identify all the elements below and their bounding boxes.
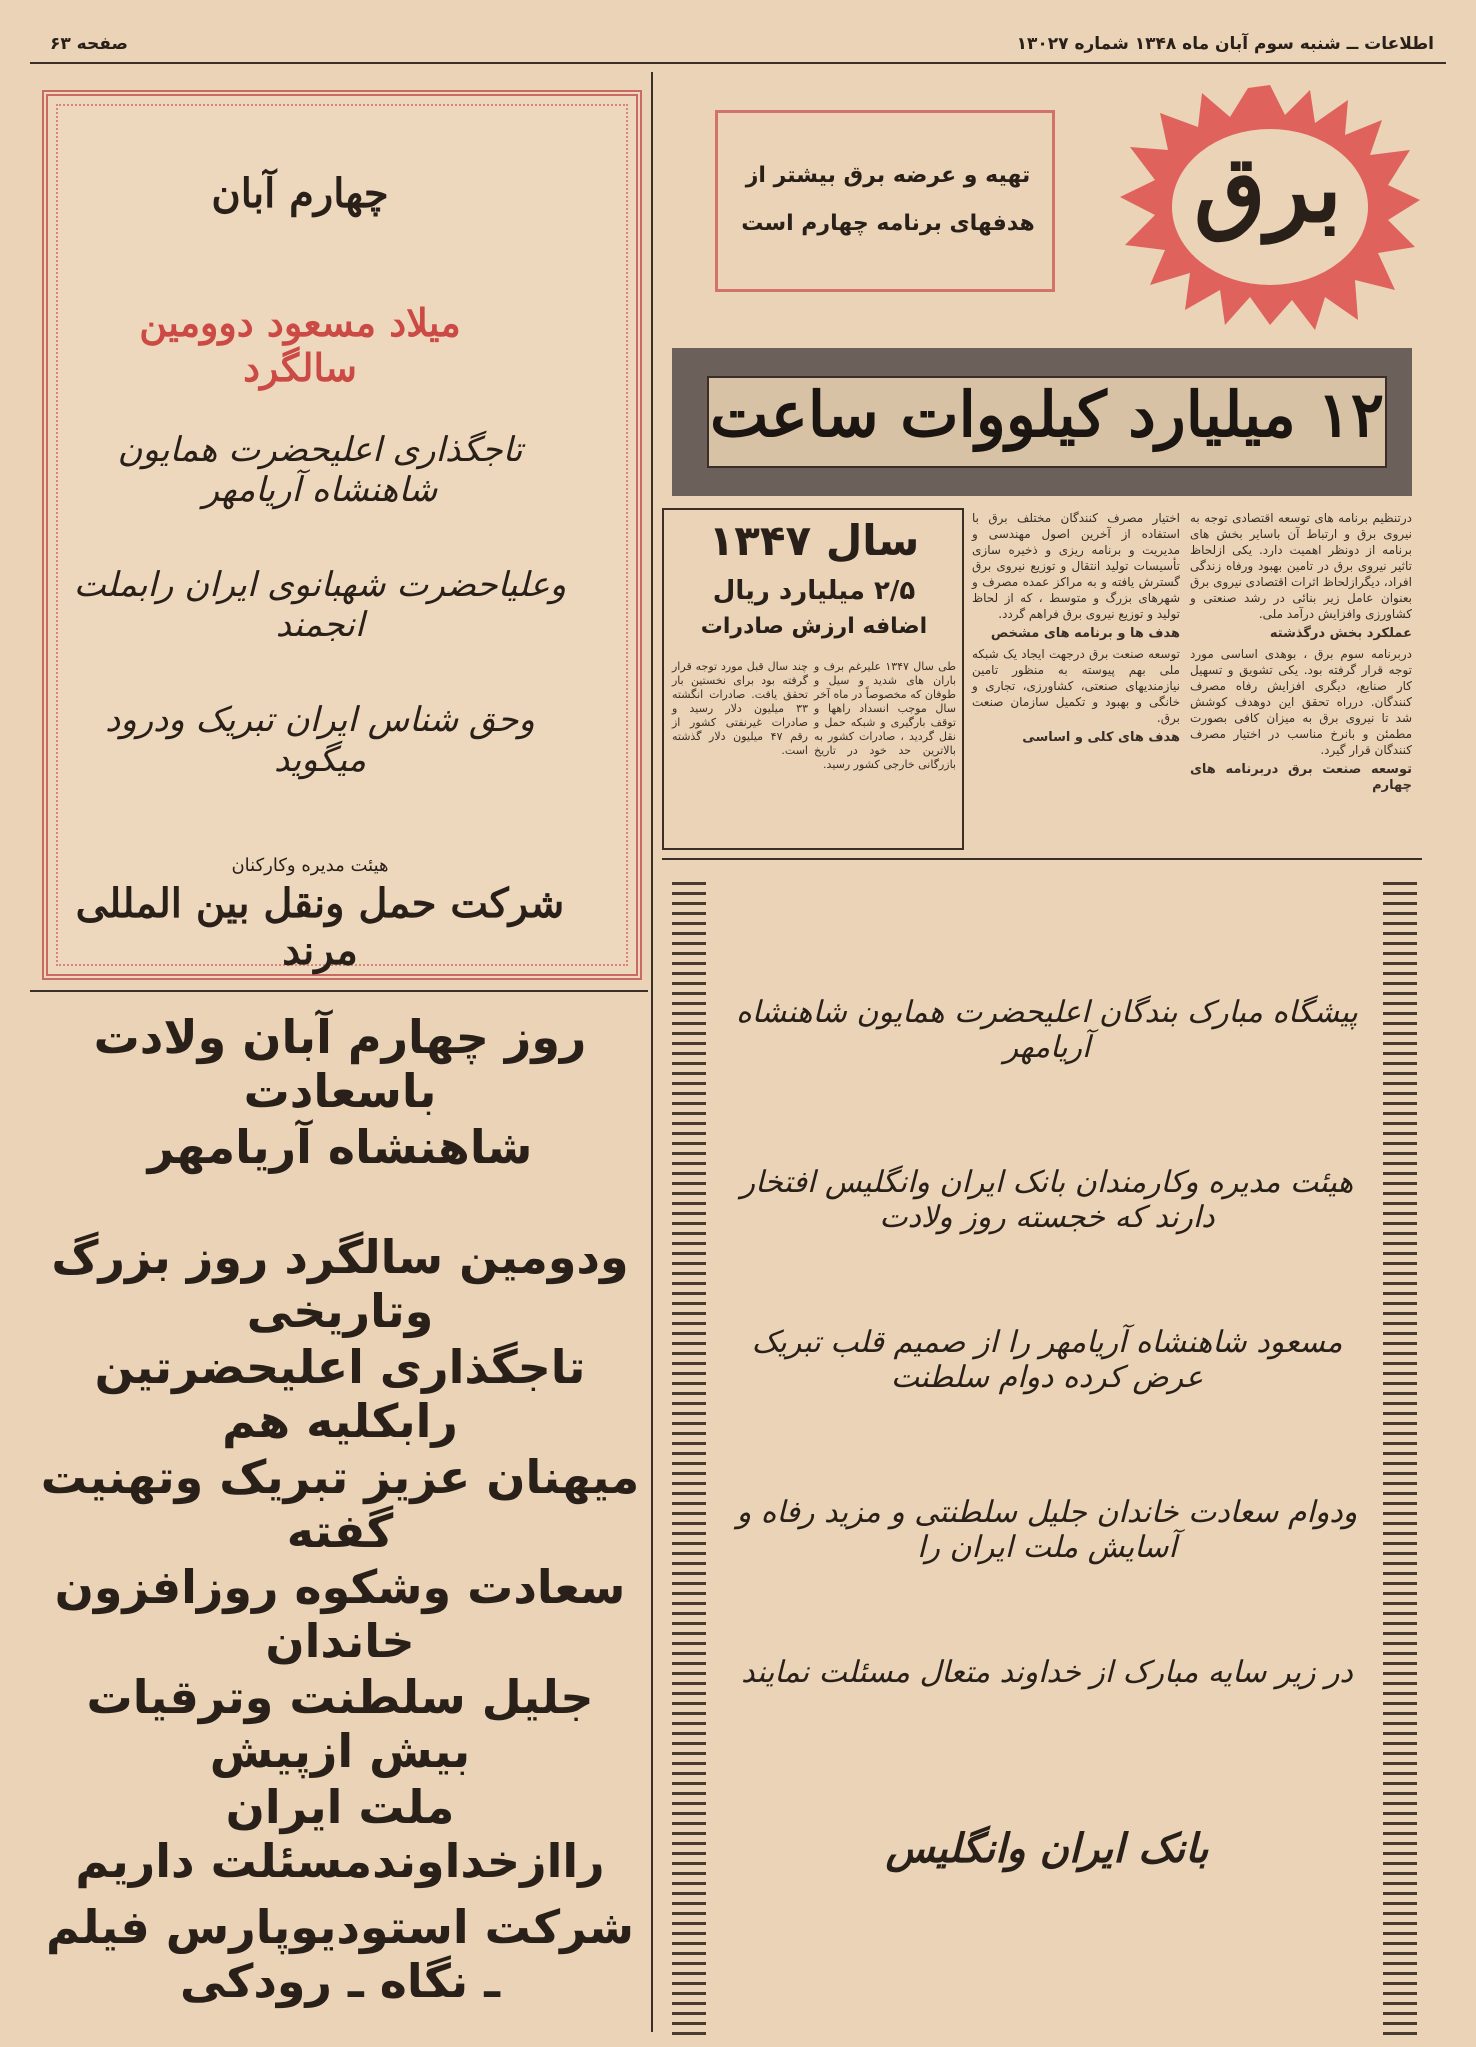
article-subhead: توسعه صنعت برق دربرنامه های چهارم [1190, 762, 1412, 793]
bank-ad-line: مسعود شاهنشاه آریامهر را از صمیم قلب تبریک عرض کرده دوام سلطنت [751, 1325, 1343, 1395]
bank-signature: بانک ایران وانگلیس [885, 1825, 1209, 1872]
ad-signature: شرکت حمل ونقل بین المللی مرند [75, 880, 565, 974]
ad-signature: شرکت استودیوپارس فیلم ـ نگاه ـ رودکی [46, 1900, 634, 2008]
border-band [672, 875, 706, 2035]
stat-column: چند سال قبل مورد توجه قرار گرفته بود برای نخستین بار تحقق یافت. صادرات انگشته ۳۳ میلیون دلار رسید و صادرات غیرنفتی کشور از رقم ۴۷ میلیون دلار گذشته است. [672, 660, 808, 757]
stat-year: سال ۱۳۴۷ [708, 516, 920, 565]
ad-line: جلیل سلطنت وترقیات بیش ازپیش [86, 1670, 594, 1778]
subhead-box [715, 110, 1055, 292]
ad-anniversary: میلاد مسعود دوومین سالگرد [139, 300, 461, 390]
ad-line: وحق شناس ایران تبریک ودرود میگوید [105, 700, 535, 780]
article-column [1190, 510, 1412, 798]
headline-banner [672, 348, 1412, 496]
ad-line: میهنان عزیز تبریک وتهنیت گفته [40, 1450, 640, 1558]
article-text: درتنظیم برنامه های توسعه اقتصادی توجه به نیروی برق و ارتباط آن باسایر بخش های برنامه از دونظر اهمیت دارد. یکی ازلحاظ تاثیر نیروی برق در تامین بهبود ورفاه زندگی افراد، دیگرازلحاظ اثرات اقتصادی نیروی برق بعنوان عامل زیر بنائی در رشد صنعتی و کشاورزی وافزایش درآمد ملی. [1190, 511, 1412, 621]
divider [662, 858, 1422, 860]
stat-value: ۲/۵ میلیارد ریال [712, 576, 916, 606]
bank-ad-frame [672, 875, 1417, 2035]
issue-info: اطلاعات ــ شنبه سوم آبان ماه ۱۳۴۸ شماره ۱۳۰۲۷ [1016, 34, 1434, 54]
article-text: اختیار مصرف کنندگان مختلف برق با استفاده از آخرین اصول مهندسی و مدیریت و برنامه ریزی و ذخیره سازی تأسیسات تولید انتقال و توزیع نیروی برق گسترش یافته و به مراکز عمده مصرف و شهرهای بزرگ و متوسط ، که از لحاظ تولید و توزیع نیروی برق فراهم گردد. [972, 511, 1180, 621]
ad-frame-marand [42, 90, 642, 980]
stat-column: طی سال ۱۳۴۷ علیرغم برف و باران های شدید و سیل و طوفان که مخصوصاً در ماه آخر سال موجب انسداد راهها و توقف بارگیری و شبکه حمل و نقل گردید ، صادرات کشور به بالاترین حد خود در تاریخ بازرگانی خارجی کشور رسید. [814, 660, 956, 771]
bank-ad-line: پیشگاه مبارک بندگان اعلیحضرت همایون شاهنشاه آریامهر [736, 995, 1358, 1065]
subhead-line: تهیه و عرضه برق بیشتر از [745, 163, 1031, 188]
page-header [30, 24, 1446, 64]
ad-line: تاجگذاری اعلیحضرت همایون شاهنشاه آریامهر [117, 430, 523, 510]
subhead-line: هدفهای برنامه چهارم است [741, 211, 1035, 236]
ad-from: هیئت مدیره وکارکنان [231, 855, 389, 876]
ad-line: تاجگذاری اعلیحضرتین رابکلیه هم [94, 1340, 586, 1448]
bank-ad-line: ودوام سعادت خاندان جلیل سلطنتی و مزید رفاه و آسایش ملت ایران را [736, 1495, 1358, 1565]
section-logo: برق [1194, 135, 1342, 243]
article-subhead: عملکرد بخش درگذشته [1269, 626, 1412, 641]
divider [30, 990, 648, 992]
ad-line: سعادت وشکوه روزافزون خاندان [54, 1560, 626, 1668]
export-stat-box [662, 508, 964, 850]
ad-line: ودومین سالگرد روز بزرگ وتاریخی [51, 1230, 629, 1338]
ad-line: روز چهارم آبان ولادت باسعادت [93, 1010, 587, 1118]
column-divider [651, 72, 653, 2032]
article-subhead: هدف های کلی و اساسی [1022, 730, 1180, 745]
article-column [972, 510, 1180, 750]
stat-caption: اضافه ارزش صادرات [700, 614, 928, 639]
article-text: دربرنامه سوم برق ، بوهدی اساسی مورد توجه قرار گرفته بود. یکی تشویق و تسهیل کار صنایع، دیگری افزایش رفاه مصرف کنندگان. درراه تحقق این دوهدف کوشش شد تا نیروی برق به میزان کافی بصورت مطمئن و بانرخ مناسب در اختیار مصرف کنندگان قرار گیرد. [1190, 647, 1412, 757]
ad-line: شاهنشاه آریامهر [147, 1120, 533, 1174]
border-band [1383, 875, 1417, 2035]
page-number: صفحه ۶۳ [50, 34, 128, 54]
article-subhead: هدف ها و برنامه های مشخص [990, 626, 1180, 641]
ad-date: چهارم آبان [211, 170, 389, 217]
ad-line: ملت ایران راازخداوندمسئلت داریم [75, 1780, 605, 1888]
ad-line: وعلیاحضرت شهبانوی ایران رابملت انجمند [73, 565, 567, 645]
headline: ۱۲ میلیارد کیلووات ساعت [710, 378, 1384, 451]
article-text: توسعه صنعت برق درجهت ایجاد یک شبکه ملی بهم پیوسته به منظور تامین نیازمندیهای صنعتی، کشاورزی، تجاری و خانگی و بهبود و تکمیل سازمان صنعت برق. [972, 647, 1180, 725]
bank-ad-line: در زیر سایه مبارک از خداوند متعال مسئلت نمایند [741, 1655, 1353, 1690]
bank-ad-line: هیئت مدیره وکارمندان بانک ایران وانگلیس افتخار دارند که خجسته روز ولادت [740, 1165, 1354, 1235]
